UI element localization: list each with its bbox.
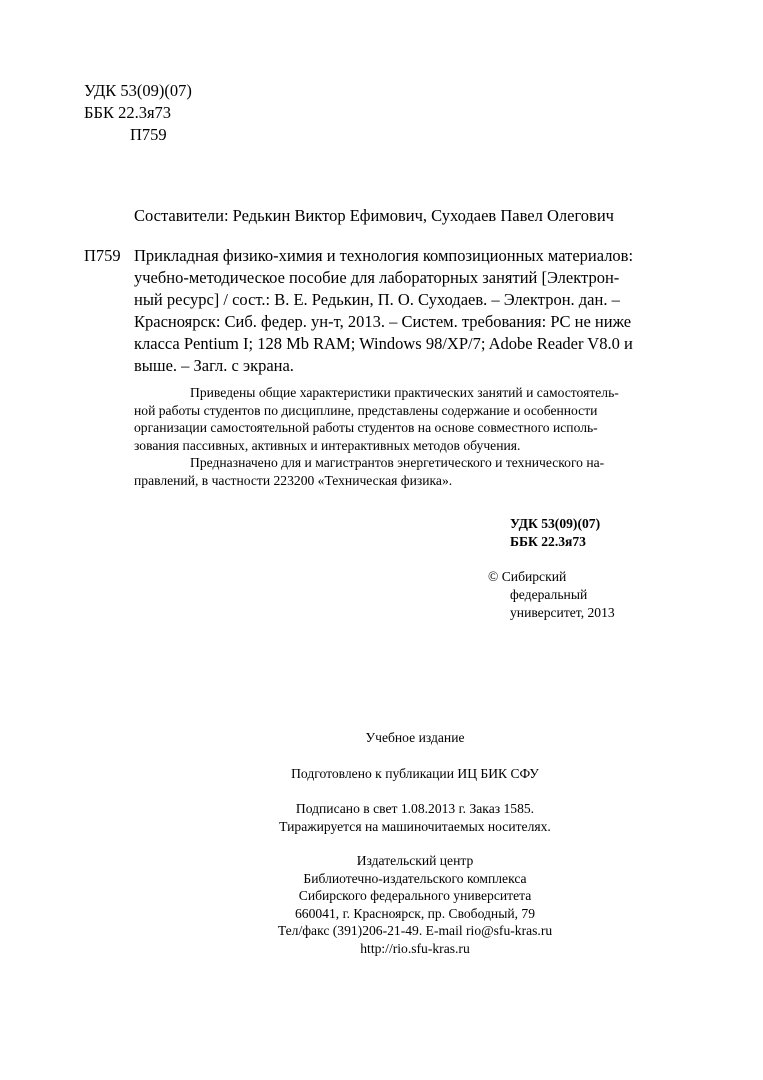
udk-code: УДК 53(09)(07) (84, 81, 192, 100)
record-line: ный ресурс] / сост.: В. Е. Редькин, П. О. Суходаев. – Электрон. дан. – (134, 290, 620, 309)
publisher-line: 660041, г. Красноярск, пр. Свободный, 79 (294, 905, 535, 921)
record-mark: П759 (84, 246, 121, 265)
bbk-code: ББК 22.3я73 (84, 103, 172, 122)
publisher-line: Сибирского федерального университета (298, 888, 532, 904)
publisher-block (0, 852, 763, 958)
copyright-line-3: университет, 2013 (510, 605, 615, 620)
record-line: Красноярск: Сиб. федер. ун-т, 2013. – Систем. требования: PC не ниже (134, 312, 632, 331)
edition-type: Учебное издание (365, 730, 465, 745)
compilers-line: Составители: Редькин Виктор Ефимович, Суходаев Павел Олегович (134, 206, 614, 225)
record-line: учебно-методическое пособие для лабораторных занятий [Электрон- (134, 268, 620, 287)
record-line: выше. – Загл. с экрана. (134, 356, 294, 375)
udk-code-bold: УДК 53(09)(07) (510, 516, 601, 531)
annotation-line: зования пассивных, активных и интерактивных методов обучения. (134, 437, 521, 453)
annotation-line: ной работы студентов по дисциплине, представлены содержание и особенности (134, 402, 598, 418)
annotation-line: Приведены общие характеристики практических занятий и самостоятель- (190, 385, 619, 400)
record-line: Прикладная физико-химия и технология композиционных материалов: (134, 246, 634, 265)
publisher-line: Издательский центр (356, 853, 474, 868)
signed-line: Подписано в свет 1.08.2013 г. Заказ 1585. (295, 801, 535, 816)
annotation (134, 384, 684, 490)
replication-line: Тиражируется на машиночитаемых носителях. (279, 819, 551, 834)
publisher-line: Тел/факс (391)206-21-49. E-mail rio@sfu-kras.ru (277, 923, 553, 939)
bbk-code-bold: ББК 22.3я73 (510, 534, 586, 549)
record-line: класса Pentium I; 128 Mb RAM; Windows 98/XP/7; Adobe Reader V8.0 и (134, 334, 633, 353)
publisher-line: Библиотечно-издательского комплекса (303, 870, 527, 886)
annotation-line: организации самостоятельной работы студентов на основе совместного исполь- (134, 420, 598, 436)
copyright-line-2: федеральный (510, 587, 588, 602)
author-mark: П759 (130, 125, 167, 144)
publisher-line: http://rio.sfu-kras.ru (360, 940, 470, 956)
prepared-by: Подготовлено к публикации ИЦ БИК СФУ (291, 766, 539, 781)
annotation-line: правлений, в частности 223200 «Техническая физика». (134, 472, 453, 488)
copyright-line-1: © Сибирский (488, 569, 567, 584)
annotation-line: Предназначено для и магистрантов энергетического и технического на- (190, 455, 605, 471)
bibliographic-record (134, 245, 684, 377)
